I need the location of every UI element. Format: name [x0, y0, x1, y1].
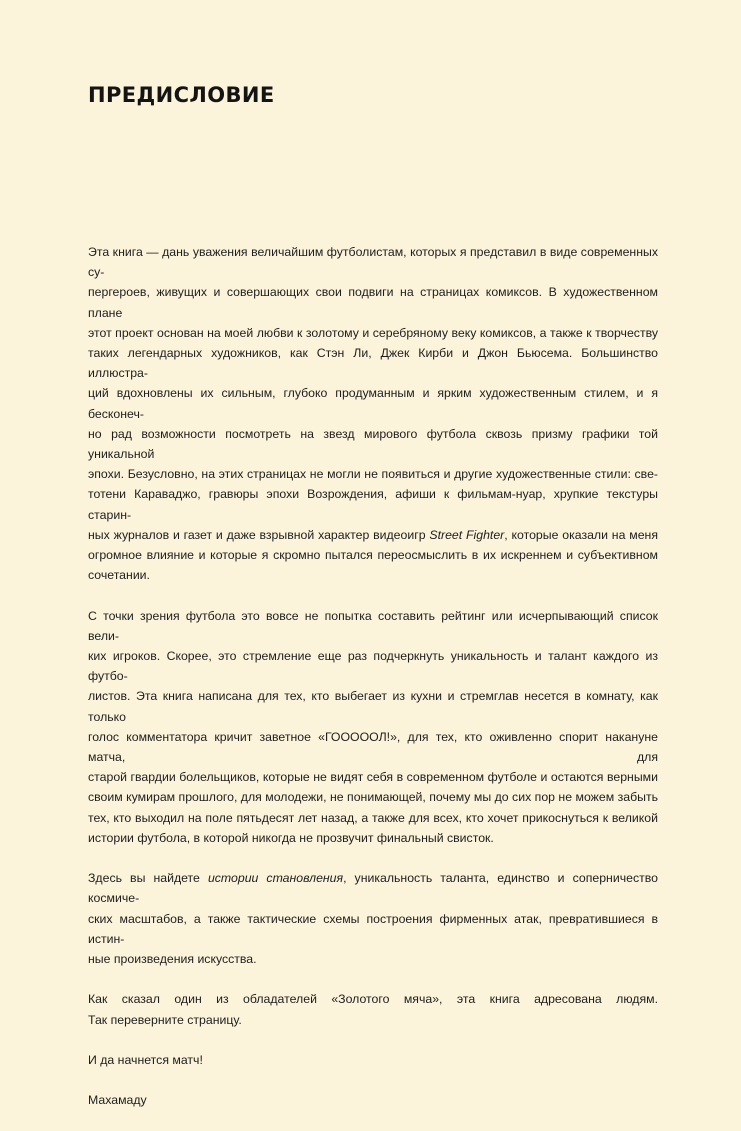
text-run: Как сказал один из обладателей «Золотого мяча», эта книга адресована людям.: [88, 992, 658, 1007]
foreword-body: [88, 242, 658, 1131]
text-run: ные произведения искусства.: [88, 952, 257, 967]
paragraph: [88, 989, 658, 1029]
text-run: И да начнется матч!: [88, 1053, 203, 1068]
text-run: истории футбола, в которой никогда не прозвучит финальный свисток.: [88, 830, 494, 845]
text-line: [88, 565, 658, 585]
text-run: листов. Эта книга написана для тех, кто выбегает из кухни и стремглав несется в комнату, как только: [88, 689, 658, 724]
text-line: [88, 909, 658, 949]
text-run: пергероев, живущих и совершающих свои подвиги на страницах комиксов. В художественном плане: [88, 285, 658, 320]
text-run: этот проект основан на моей любви к золотому и серебряному веку комиксов, а также к творчеству: [88, 325, 658, 340]
text-line: [88, 828, 658, 848]
text-line: [88, 868, 658, 908]
text-line: [88, 606, 658, 646]
paragraph: [88, 606, 658, 848]
text-run: голос комментатора кричит заветное «ГОООООЛ!», для тех, кто оживленно спорит накануне матча, для: [88, 729, 658, 765]
text-run: ций вдохновлены их сильным, глубоко продуманным и ярким художественным стилем, и я бесконеч-: [88, 386, 658, 421]
text-line: [88, 1090, 658, 1110]
text-run: эпохи. Безусловно, на этих страницах не могли не появиться и другие художественные стили: све-: [88, 467, 658, 482]
text-run: Эта книга — дань уважения величайшим футболистам, которых я представил в виде современных су-: [88, 245, 658, 280]
text-line: [88, 646, 658, 686]
text-run: , которые оказали на меня: [504, 527, 658, 542]
text-line: [88, 1010, 658, 1030]
text-line: [88, 525, 658, 545]
text-run: старой гвардии болельщиков, которые не видят себя в современном футболе и остаются верными: [88, 770, 658, 785]
page-title: ПРЕДИСЛОВИЕ: [88, 83, 275, 107]
text-run: ких игроков. Скорее, это стремление еще раз подчеркнуть уникальность и талант каждого из футбо-: [88, 649, 658, 684]
text-run: тех, кто выходил на поле пятьдесят лет назад, а также для всех, кто хочет прикоснуться к великой: [88, 810, 658, 825]
text-run: Так переверните страницу.: [88, 1012, 242, 1027]
italic-text: истории становления: [207, 871, 344, 886]
paragraph: [88, 868, 658, 969]
text-line: [88, 545, 658, 565]
text-run: Здесь вы найдете: [88, 871, 208, 886]
text-line: [88, 424, 658, 464]
text-line: [88, 484, 658, 524]
text-line: [88, 343, 658, 383]
text-run: , уникальность таланта, единство и соперничество космиче-: [88, 871, 658, 906]
text-line: [88, 808, 658, 828]
paragraph: [88, 242, 658, 585]
text-run: Махамаду: [88, 1093, 147, 1108]
italic-text: Street Fighter: [429, 527, 505, 542]
text-line: [88, 949, 658, 969]
text-run: тотени Караваджо, гравюры эпохи Возрождения, афиши к фильмам-нуар, хрупкие текстуры старин-: [88, 487, 658, 522]
text-run: ных журналов и газет и даже взрывной характер видеоигр: [88, 527, 430, 542]
text-line: [88, 383, 658, 423]
text-run: огромное влияние и которые я скромно пытался переосмыслить в их искреннем и субъективном: [88, 548, 658, 563]
text-line: [88, 323, 658, 343]
text-line: [88, 787, 658, 807]
text-run: сочетании.: [88, 568, 150, 583]
text-line: [88, 242, 658, 282]
paragraph: [88, 1050, 658, 1070]
text-run: ских масштабов, а также тактические схемы построения фирменных атак, превратившиеся в истин-: [88, 911, 658, 946]
text-line: [88, 282, 658, 322]
paragraph: [88, 1090, 658, 1110]
text-line: [88, 686, 658, 726]
text-line: [88, 1050, 658, 1070]
text-line: [88, 464, 658, 484]
text-line: [88, 767, 658, 787]
text-run: своим кумирам прошлого, для молодежи, не понимающей, почему мы до сих пор не можем забыть: [88, 790, 658, 805]
text-run: таких легендарных художников, как Стэн Ли, Джек Кирби и Джон Бьюсема. Большинство иллюстра-: [88, 346, 658, 381]
text-run: С точки зрения футбола это вовсе не попытка составить рейтинг или исчерпывающий список вели-: [88, 608, 658, 643]
text-line: [88, 727, 658, 767]
text-run: но рад возможности посмотреть на звезд мирового футбола сквозь призму графики той уникальной: [88, 426, 658, 462]
